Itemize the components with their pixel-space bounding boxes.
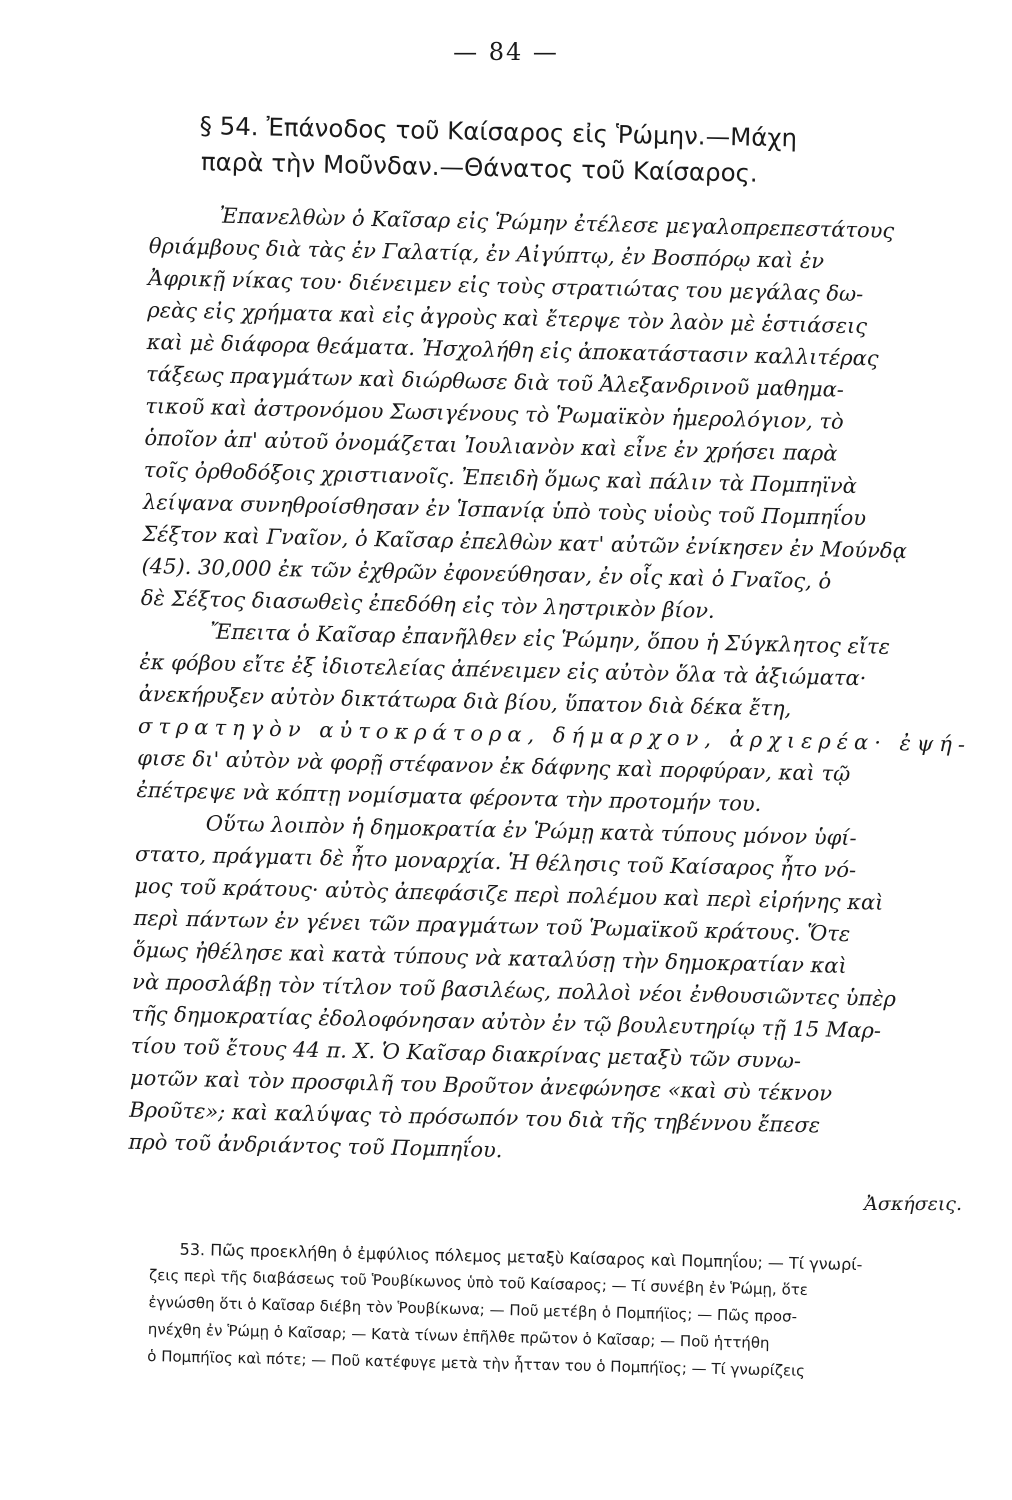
body-line: καὶ μὲ διάφορα θεάματα. Ἠσχολήθη εἰς ἀποκατάστασιν καλλιτέρας xyxy=(146,329,879,371)
body-line: στατο, πράγματι δὲ ἦτο μοναρχία. Ἡ θέλησις τοῦ Καίσαρος ἦτο νό- xyxy=(134,841,857,883)
body-line: μος τοῦ κράτους· αὐτὸς ἀπεφάσιζε περὶ πολέμου καὶ περὶ εἰρήνης καὶ xyxy=(134,873,884,915)
body-line: ρεὰς εἰς χρήματα καὶ εἰς ἀγροὺς καὶ ἔτερψε τὸν λαὸν μὲ ἑστιάσεις xyxy=(147,297,868,339)
body-line: Σέξτον καὶ Γναῖον, ὁ Καῖσαρ ἐπελθὼν κατ' αὐτῶν ἐνίκησεν ἐν Μούνδᾳ xyxy=(142,521,908,564)
body-line: στρατηγὸν αὐτοκράτορα, δήμαρχον, ἀρχιερέα· ἐψή- xyxy=(137,713,972,757)
body-line: τάξεως πραγμάτων καὶ διώρθωσε διὰ τοῦ Ἀλεξανδρινοῦ μαθημα- xyxy=(145,361,845,402)
body-line: Βροῦτε»; καὶ καλύψας τὸ πρόσωπόν του διὰ τῆς τηβέννου ἔπεσε xyxy=(129,1097,821,1138)
note-line: ζεις περὶ τῆς διαβάσεως τοῦ Ῥουβίκωνος ὑπὸ τοῦ Καίσαρος; — Τί συνέβη ἐν Ῥώμῃ, ὅτε xyxy=(148,1265,809,1299)
body-text xyxy=(128,198,970,1176)
note-line: ἐγνώσθη ὅτι ὁ Καῖσαρ διέβη τὸν Ῥουβίκωνα; — Ποῦ μετέβη ὁ Πομπήϊος; — Πῶς προσ- xyxy=(148,1292,798,1326)
body-line: νὰ προσλάβῃ τὸν τίτλον τοῦ βασιλέως, πολλοὶ νέοι ἐνθουσιῶντες ὑπὲρ xyxy=(131,969,897,1012)
body-line: τῆς δημοκρατίας ἐδολοφόνησαν αὐτὸν ἐν τῷ βουλευτηρίῳ τῇ 15 Μαρ- xyxy=(131,1001,882,1043)
note-line: ὁ Πομπήϊος καὶ πότε; — Ποῦ κατέφυγε μετὰ τὴν ἧτταν του ὁ Πομπήϊος; — Τί γνωρίζεις xyxy=(147,1346,806,1380)
body-line: τοῖς ὀρθοδόξοις χριστιανοῖς. Ἐπειδὴ ὅμως καὶ πάλιν τὰ Πομπηϊνὰ xyxy=(143,457,858,499)
body-line: ὅμως ἠθέλησε καὶ κατὰ τύπους νὰ καταλύσῃ τὴν δημοκρατίαν καὶ xyxy=(132,937,848,979)
body-line: τίου τοῦ ἔτους 44 π. Χ. Ὁ Καῖσαρ διακρίνας μεταξὺ τῶν συνω- xyxy=(130,1033,802,1073)
exercises-label: Ἀσκήσεις. xyxy=(864,1193,962,1215)
body-line: πρὸ τοῦ ἀνδριάντος τοῦ Πομπηΐου. xyxy=(128,1129,503,1163)
section-heading xyxy=(198,108,959,196)
body-line: ὁποῖον ἀπ' αὐτοῦ ὀνομάζεται Ἰουλιανὸν καὶ εἶνε ἐν χρήσει παρὰ xyxy=(144,425,838,466)
body-line: μοτῶν καὶ τὸν προσφιλῆ του Βροῦτον ἀνεφώνησε «καὶ σὺ τέκνον xyxy=(129,1065,833,1106)
exercise-questions xyxy=(147,1235,970,1389)
page-number: — 84 — xyxy=(453,38,559,66)
body-line: Ἔπειτα ὁ Καῖσαρ ἐπανῆλθεν εἰς Ῥώμην, ὅπου ἡ Σύγκλητος εἴτε xyxy=(209,619,891,659)
body-line: ἐπέτρεψε νὰ κόπτῃ νομίσματα φέροντα τὴν προτομήν του. xyxy=(136,777,762,817)
body-line: ἐκ φόβου εἴτε ἐξ ἰδιοτελείας ἀπένειμεν εἰς αὐτὸν ὅλα τὰ ἀξιώματα· xyxy=(139,649,867,691)
body-line: Οὕτω λοιπὸν ἡ δημοκρατία ἐν Ῥώμῃ κατὰ τύπους μόνον ὑφί- xyxy=(205,811,857,851)
heading-line-2: παρὰ τὴν Μοῦνδαν.—Θάνατος τοῦ Καίσαρος. xyxy=(200,147,759,188)
body-line: Ἐπανελθὼν ὁ Καῖσαρ εἰς Ῥώμην ἐτέλεσε μεγαλοπρεπεστάτους xyxy=(219,203,895,243)
body-line: ἀνεκήρυξεν αὐτὸν δικτάτωρα διὰ βίου, ὕπατον διὰ δέκα ἔτη, xyxy=(138,681,792,721)
heading-line-1: § 54. Ἐπάνοδος τοῦ Καίσαρος εἰς Ῥώμην.—Μάχη xyxy=(199,110,798,153)
note-line: 53. Πῶς προεκλήθη ὁ ἐμφύλιος πόλεμος μεταξὺ Καίσαρος καὶ Πομπηΐου; — Τί γνωρί- xyxy=(179,1239,863,1275)
body-line: φισε δι' αὐτὸν νὰ φορῇ στέφανον ἐκ δάφνης καὶ πορφύραν, καὶ τῷ xyxy=(137,745,851,787)
note-line: ηνέχθη ἐν Ῥώμῃ ὁ Καῖσαρ; — Κατὰ τίνων ἐπῆλθε πρῶτον ὁ Καῖσαρ; — Ποῦ ἡττήθη xyxy=(147,1319,770,1353)
body-line: Ἀφρικῇ νίκας του· διένειμεν εἰς τοὺς στρατιώτας του μεγάλας δω- xyxy=(147,265,864,307)
body-line: (45). 30,000 ἐκ τῶν ἐχθρῶν ἐφονεύθησαν, ἐν οἷς καὶ ὁ Γναῖος, ὁ xyxy=(141,553,832,594)
body-line: θριάμβους διὰ τὰς ἐν Γαλατίᾳ, ἐν Αἰγύπτῳ, ἐν Βοσπόρῳ καὶ ἐν xyxy=(148,233,825,274)
body-line: λείψανα συνηθροίσθησαν ἐν Ἱσπανίᾳ ὑπὸ τοὺς υἱοὺς τοῦ Πομπηΐου xyxy=(142,489,867,531)
body-line: τικοῦ καὶ ἀστρονόμου Σωσιγένους τὸ Ῥωμαϊκὸν ἡμερολόγιον, τὸ xyxy=(145,393,844,434)
body-line: περὶ πάντων ἐν γένει τῶν πραγμάτων τοῦ Ῥωμαϊκοῦ κράτους. Ὅτε xyxy=(133,905,851,947)
body-line: δὲ Σέξτος διασωθεὶς ἐπεδόθη εἰς τὸν ληστρικὸν βίον. xyxy=(140,585,716,623)
